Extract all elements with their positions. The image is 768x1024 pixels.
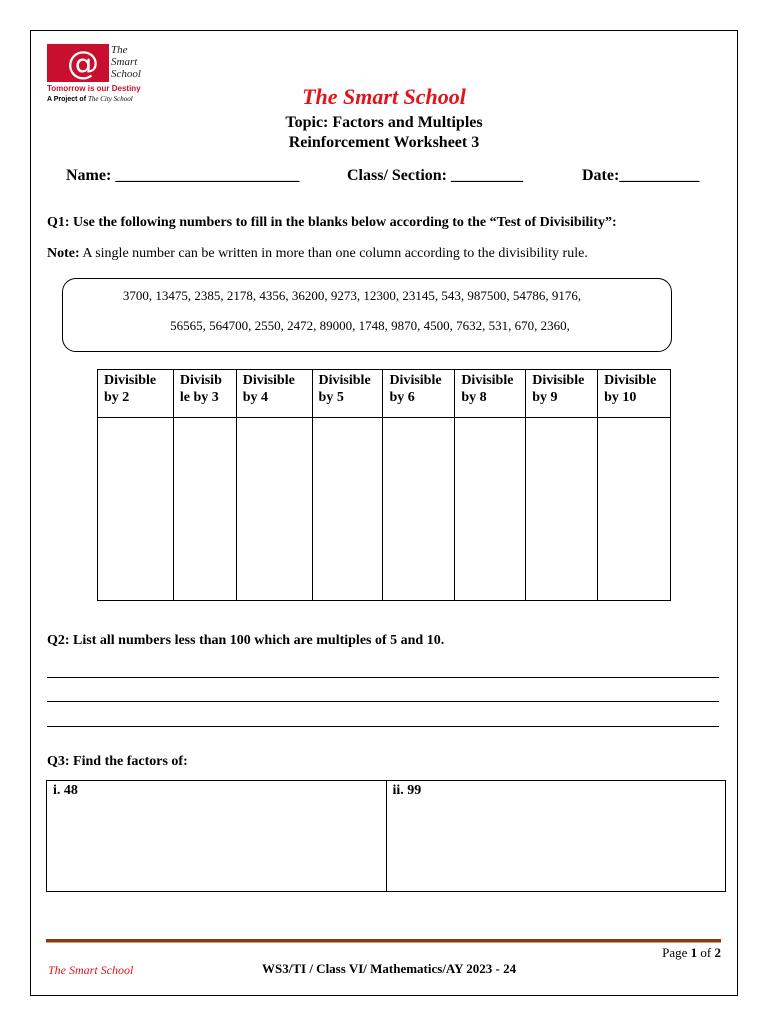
class-section-field[interactable]: Class/ Section: _________ [347, 167, 523, 184]
q3-question: Q3: Find the factors of: [47, 754, 188, 769]
topic-heading: Topic: Factors and Multiples [285, 114, 483, 131]
note-label: Note: [47, 246, 80, 261]
name-field[interactable]: Name: _______________________ [66, 167, 300, 184]
answer-line[interactable] [47, 677, 719, 678]
logo-project-prefix: A Project of [47, 96, 87, 103]
answer-cell[interactable] [526, 418, 598, 601]
answer-cell[interactable] [173, 418, 236, 601]
logo-name-line1: The [111, 44, 128, 56]
answer-line[interactable] [47, 701, 719, 702]
school-title: The Smart School [302, 84, 466, 109]
date-field[interactable]: Date:__________ [582, 167, 700, 184]
divisibility-table [97, 369, 671, 601]
factors-48-cell[interactable] [47, 781, 387, 892]
footer-code: WS3/TI / Class VI/ Mathematics/AY 2023 - 24 [262, 961, 517, 976]
worksheet-subtitle: Reinforcement Worksheet 3 [288, 134, 480, 151]
column-header: Divisible by 10 [598, 370, 671, 418]
table-header-row [98, 370, 671, 418]
numbers-line-2: 56565, 564700, 2550, 2472, 89000, 1748, 9870, 4500, 7632, 531, 670, 2360, [170, 318, 570, 333]
column-header: Divisible by 5 [312, 370, 383, 418]
logo-name-line2: Smart [111, 56, 138, 68]
factors-48-label: i. 48 [53, 783, 78, 798]
page-number: Page 1 of 2 [662, 945, 721, 960]
answer-cell[interactable] [383, 418, 455, 601]
column-header: Divisible by 9 [526, 370, 598, 418]
logo-at-icon: @ [67, 44, 99, 82]
footer-school-name: The Smart School [48, 963, 134, 977]
q1-note [47, 246, 588, 262]
column-header: Divisible by 6 [383, 370, 455, 418]
factors-table [46, 780, 726, 892]
factors-99-label: ii. 99 [392, 783, 422, 798]
factors-99-cell[interactable] [386, 781, 726, 892]
numbers-line-1: 3700, 13475, 2385, 2178, 4356, 36200, 9273, 12300, 23145, 543, 987500, 54786, 9176, [122, 288, 582, 303]
logo-project-name: The City School [87, 95, 133, 103]
logo-name [111, 44, 161, 80]
column-header: Divisible by 4 [236, 370, 312, 418]
logo-name-line3: School [111, 68, 141, 80]
logo-tagline: Tomorrow is our Destiny [47, 84, 141, 93]
q1-question: Q1: Use the following numbers to fill in the blanks below according to the “Test of Divisibility”: [47, 215, 617, 230]
note-text: A single number can be written in more than one column according to the divisibility rule. [79, 246, 588, 261]
column-header: Divisible by 2 [98, 370, 174, 418]
answer-cell[interactable] [312, 418, 383, 601]
numbers-box [62, 278, 672, 352]
column-header: Divisib le by 3 [173, 370, 236, 418]
answer-cell[interactable] [598, 418, 671, 601]
answer-line[interactable] [47, 726, 719, 727]
column-header: Divisible by 8 [455, 370, 526, 418]
footer-rule-thin [46, 942, 721, 943]
answer-cell[interactable] [455, 418, 526, 601]
table-answer-row [98, 418, 671, 601]
answer-cell[interactable] [98, 418, 174, 601]
answer-cell[interactable] [236, 418, 312, 601]
q2-question: Q2: List all numbers less than 100 which are multiples of 5 and 10. [47, 633, 445, 648]
